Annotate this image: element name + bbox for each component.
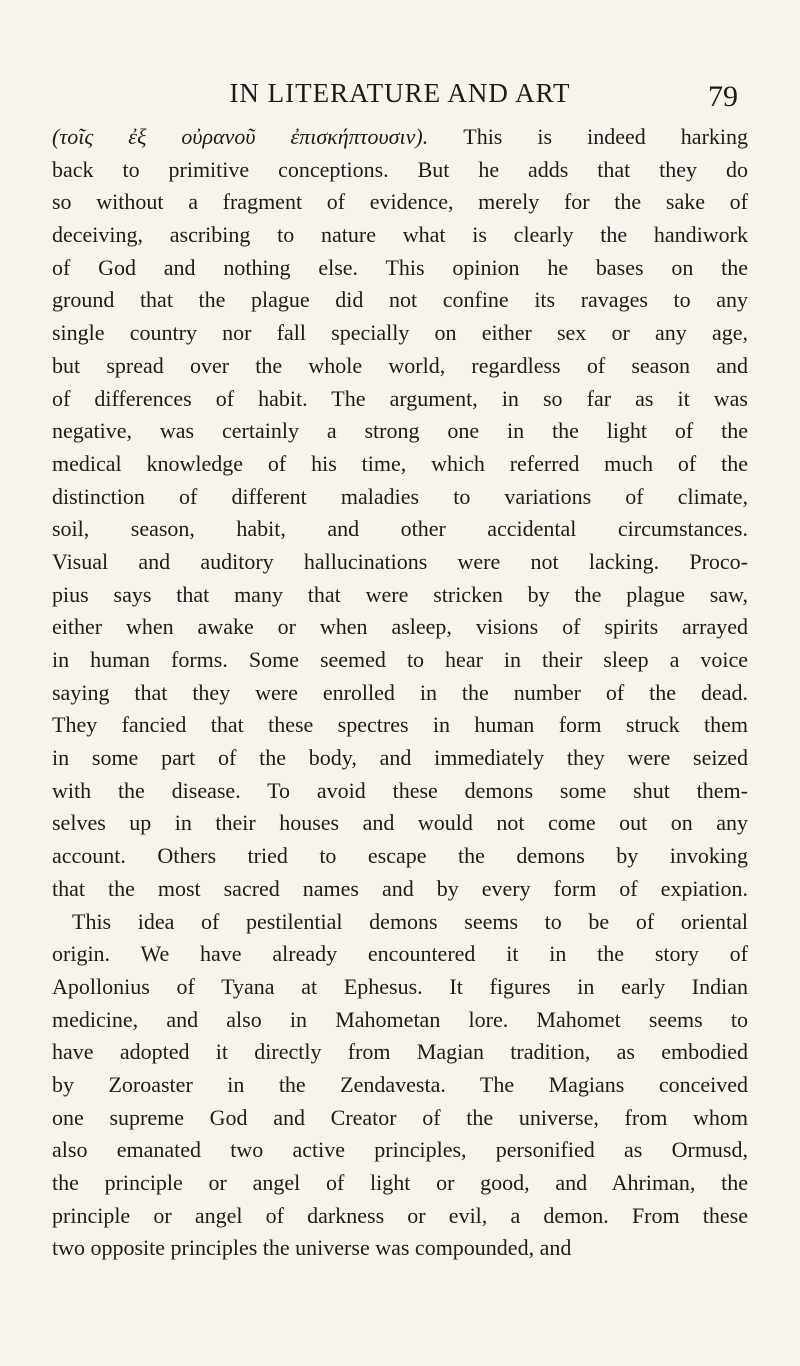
text-line: account. Others tried to escape the demons by invoking — [52, 843, 748, 869]
text-line: medicine, and also in Mahometan lore. Mahomet seems to — [52, 1006, 748, 1032]
text-line: with the disease. To avoid these demons some shut them- — [52, 777, 748, 803]
text-line: of God and nothing else. This opinion he bases on the — [52, 254, 748, 280]
text-line: one supreme God and Creator of the universe, from whom — [52, 1104, 748, 1130]
text-line: negative, was certainly a strong one in the light of the — [52, 418, 748, 444]
text-line: in human forms. Some seemed to hear in their sleep a voice — [52, 647, 748, 672]
text-line: so without a fragment of evidence, merely for the sake of — [52, 189, 748, 215]
text-line: They fancied that these spectres in human form struck them — [52, 712, 748, 738]
text-line — [52, 121, 748, 154]
text-line: medical knowledge of his time, which referred much of the — [52, 450, 748, 476]
text-line: saying that they were enrolled in the number of the dead. — [52, 679, 748, 705]
text-line: origin. We have already encountered it in the story of — [52, 941, 748, 967]
text-line: deceiving, ascribing to nature what is clearly the handiwork — [52, 222, 748, 248]
text-line: soil, season, habit, and other accidental circumstances. — [52, 516, 748, 542]
text-line: by Zoroaster in the Zendavesta. The Magians conceived — [52, 1071, 748, 1097]
text-line: pius says that many that were stricken by the plague saw, — [52, 581, 748, 607]
text-line: Apollonius of Tyana at Ephesus. It figures in early Indian — [52, 973, 748, 999]
text-line-content: This is indeed harking — [463, 124, 749, 149]
running-head — [0, 74, 800, 114]
text-line: two opposite principles the universe was compounded, and — [52, 1235, 572, 1261]
text-line: but spread over the whole world, regardless of season and — [52, 352, 748, 378]
text-line: the principle or angel of light or good, and Ahriman, the — [52, 1170, 748, 1195]
text-line: selves up in their houses and would not come out on any — [52, 810, 748, 836]
text-line: distinction of different maladies to variations of climate, — [52, 483, 748, 509]
text-line: have adopted it directly from Magian tradition, as embodied — [52, 1039, 748, 1065]
text-line: ground that the plague did not confine its ravages to any — [52, 287, 748, 313]
page-number: 79 — [708, 80, 738, 113]
text-line: single country nor fall specially on either sex or any age, — [52, 320, 748, 346]
body-text — [52, 121, 748, 1265]
text-line: principle or angel of darkness or evil, a demon. From these — [52, 1202, 748, 1228]
text-line: of differences of habit. The argument, in so far as it was — [52, 385, 748, 411]
text-line: back to primitive conceptions. But he adds that they do — [52, 156, 748, 182]
text-line: either when awake or when asleep, visions of spirits arrayed — [52, 614, 748, 640]
text-line: This idea of pestilential demons seems to be of oriental — [72, 908, 748, 934]
running-title: IN LITERATURE AND ART — [229, 78, 571, 108]
text-line: also emanated two active principles, personified as Ormusd, — [52, 1137, 748, 1163]
text-line: Visual and auditory hallucinations were not lacking. Proco- — [52, 548, 748, 574]
text-line: that the most sacred names and by every form of expiation. — [52, 875, 748, 901]
text-line: in some part of the body, and immediately they were seized — [52, 745, 748, 771]
greek-phrase: (τοῖς ἐξ οὐρανοῦ ἐπισκήπτουσιν). — [52, 124, 429, 149]
